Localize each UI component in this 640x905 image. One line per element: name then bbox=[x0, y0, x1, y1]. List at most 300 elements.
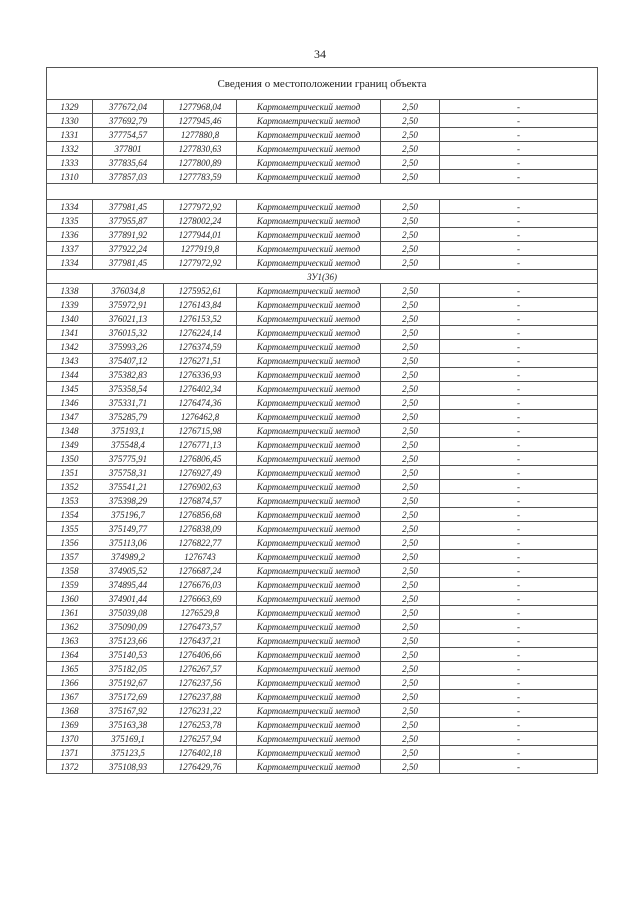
description: - bbox=[440, 438, 598, 452]
point-number: 1358 bbox=[47, 564, 93, 578]
determination-method: Картометрический метод bbox=[237, 452, 381, 466]
description: - bbox=[440, 424, 598, 438]
description: - bbox=[440, 718, 598, 732]
table-row bbox=[47, 284, 598, 298]
accuracy-value: 2,50 bbox=[381, 592, 440, 606]
accuracy-value: 2,50 bbox=[381, 452, 440, 466]
determination-method: Картометрический метод bbox=[237, 156, 381, 170]
table-title: Сведения о местоположении границ объекта bbox=[47, 68, 598, 100]
table-row bbox=[47, 662, 598, 676]
y-coordinate: 1277800,89 bbox=[164, 156, 237, 170]
description: - bbox=[440, 620, 598, 634]
table-row bbox=[47, 620, 598, 634]
x-coordinate: 375149,77 bbox=[93, 522, 164, 536]
point-number: 1354 bbox=[47, 508, 93, 522]
y-coordinate: 1277783,59 bbox=[164, 170, 237, 184]
table-row bbox=[47, 466, 598, 480]
table-row bbox=[47, 396, 598, 410]
point-number: 1334 bbox=[47, 200, 93, 214]
determination-method: Картометрический метод bbox=[237, 592, 381, 606]
determination-method: Картометрический метод bbox=[237, 298, 381, 312]
determination-method: Картометрический метод bbox=[237, 676, 381, 690]
point-number: 1333 bbox=[47, 156, 93, 170]
x-coordinate: 377801 bbox=[93, 142, 164, 156]
description: - bbox=[440, 142, 598, 156]
x-coordinate: 375358,54 bbox=[93, 382, 164, 396]
determination-method: Картометрический метод bbox=[237, 214, 381, 228]
description: - bbox=[440, 114, 598, 128]
table-row bbox=[47, 578, 598, 592]
table-row bbox=[47, 732, 598, 746]
accuracy-value: 2,50 bbox=[381, 424, 440, 438]
point-number: 1366 bbox=[47, 676, 93, 690]
y-coordinate: 1276237,56 bbox=[164, 676, 237, 690]
x-coordinate: 377981,45 bbox=[93, 200, 164, 214]
point-number: 1341 bbox=[47, 326, 93, 340]
point-number: 1342 bbox=[47, 340, 93, 354]
description: - bbox=[440, 732, 598, 746]
accuracy-value: 2,50 bbox=[381, 256, 440, 270]
x-coordinate: 377692,79 bbox=[93, 114, 164, 128]
description: - bbox=[440, 592, 598, 606]
x-coordinate: 375972,91 bbox=[93, 298, 164, 312]
y-coordinate: 1276429,76 bbox=[164, 760, 237, 774]
table-row bbox=[47, 522, 598, 536]
x-coordinate: 377857,03 bbox=[93, 170, 164, 184]
description: - bbox=[440, 410, 598, 424]
determination-method: Картометрический метод bbox=[237, 114, 381, 128]
description: - bbox=[440, 564, 598, 578]
determination-method: Картометрический метод bbox=[237, 410, 381, 424]
description: - bbox=[440, 536, 598, 550]
point-number: 1355 bbox=[47, 522, 93, 536]
table-body bbox=[47, 68, 598, 774]
y-coordinate: 1276743 bbox=[164, 550, 237, 564]
table-row bbox=[47, 760, 598, 774]
accuracy-value: 2,50 bbox=[381, 704, 440, 718]
x-coordinate: 376015,32 bbox=[93, 326, 164, 340]
y-coordinate: 1276253,78 bbox=[164, 718, 237, 732]
determination-method: Картометрический метод bbox=[237, 284, 381, 298]
determination-method: Картометрический метод bbox=[237, 340, 381, 354]
y-coordinate: 1276374,59 bbox=[164, 340, 237, 354]
accuracy-value: 2,50 bbox=[381, 550, 440, 564]
y-coordinate: 1276402,18 bbox=[164, 746, 237, 760]
table-row bbox=[47, 200, 598, 214]
description: - bbox=[440, 214, 598, 228]
table-row bbox=[47, 114, 598, 128]
table-row bbox=[47, 536, 598, 550]
description: - bbox=[440, 156, 598, 170]
description: - bbox=[440, 522, 598, 536]
x-coordinate: 375108,93 bbox=[93, 760, 164, 774]
x-coordinate: 375113,06 bbox=[93, 536, 164, 550]
x-coordinate: 375331,71 bbox=[93, 396, 164, 410]
point-number: 1310 bbox=[47, 170, 93, 184]
description: - bbox=[440, 550, 598, 564]
accuracy-value: 2,50 bbox=[381, 634, 440, 648]
x-coordinate: 376034,8 bbox=[93, 284, 164, 298]
y-coordinate: 1276676,03 bbox=[164, 578, 237, 592]
y-coordinate: 1276474,36 bbox=[164, 396, 237, 410]
point-number: 1348 bbox=[47, 424, 93, 438]
y-coordinate: 1277880,8 bbox=[164, 128, 237, 142]
accuracy-value: 2,50 bbox=[381, 760, 440, 774]
table-row bbox=[47, 368, 598, 382]
description: - bbox=[440, 606, 598, 620]
y-coordinate: 1276257,94 bbox=[164, 732, 237, 746]
table-row bbox=[47, 704, 598, 718]
accuracy-value: 2,50 bbox=[381, 494, 440, 508]
accuracy-value: 2,50 bbox=[381, 298, 440, 312]
determination-method: Картометрический метод bbox=[237, 142, 381, 156]
x-coordinate: 374901,44 bbox=[93, 592, 164, 606]
point-number: 1349 bbox=[47, 438, 93, 452]
table-row bbox=[47, 634, 598, 648]
accuracy-value: 2,50 bbox=[381, 284, 440, 298]
table-row bbox=[47, 424, 598, 438]
accuracy-value: 2,50 bbox=[381, 732, 440, 746]
boundary-coordinates-table bbox=[46, 67, 598, 774]
point-number: 1365 bbox=[47, 662, 93, 676]
accuracy-value: 2,50 bbox=[381, 480, 440, 494]
point-number: 1337 bbox=[47, 242, 93, 256]
table-row bbox=[47, 326, 598, 340]
accuracy-value: 2,50 bbox=[381, 114, 440, 128]
point-number: 1352 bbox=[47, 480, 93, 494]
x-coordinate: 375993,26 bbox=[93, 340, 164, 354]
determination-method: Картометрический метод bbox=[237, 746, 381, 760]
accuracy-value: 2,50 bbox=[381, 354, 440, 368]
point-number: 1345 bbox=[47, 382, 93, 396]
x-coordinate: 375090,09 bbox=[93, 620, 164, 634]
blank-separator-row bbox=[47, 184, 598, 200]
point-number: 1339 bbox=[47, 298, 93, 312]
point-number: 1359 bbox=[47, 578, 93, 592]
table-row bbox=[47, 508, 598, 522]
determination-method: Картометрический метод bbox=[237, 718, 381, 732]
point-number: 1350 bbox=[47, 452, 93, 466]
table-row bbox=[47, 228, 598, 242]
description: - bbox=[440, 746, 598, 760]
table-row bbox=[47, 340, 598, 354]
table-row bbox=[47, 690, 598, 704]
y-coordinate: 1277972,92 bbox=[164, 256, 237, 270]
x-coordinate: 375167,92 bbox=[93, 704, 164, 718]
determination-method: Картометрический метод bbox=[237, 564, 381, 578]
x-coordinate: 375758,31 bbox=[93, 466, 164, 480]
description: - bbox=[440, 368, 598, 382]
point-number: 1368 bbox=[47, 704, 93, 718]
description: - bbox=[440, 200, 598, 214]
table-row bbox=[47, 354, 598, 368]
point-number: 1335 bbox=[47, 214, 93, 228]
table-row bbox=[47, 592, 598, 606]
accuracy-value: 2,50 bbox=[381, 228, 440, 242]
table-row bbox=[47, 676, 598, 690]
point-number: 1356 bbox=[47, 536, 93, 550]
y-coordinate: 1275952,61 bbox=[164, 284, 237, 298]
table-row bbox=[47, 648, 598, 662]
x-coordinate: 377672,04 bbox=[93, 100, 164, 114]
description: - bbox=[440, 508, 598, 522]
accuracy-value: 2,50 bbox=[381, 214, 440, 228]
y-coordinate: 1276822,77 bbox=[164, 536, 237, 550]
x-coordinate: 374895,44 bbox=[93, 578, 164, 592]
y-coordinate: 1277945,46 bbox=[164, 114, 237, 128]
description: - bbox=[440, 228, 598, 242]
determination-method: Картометрический метод bbox=[237, 170, 381, 184]
accuracy-value: 2,50 bbox=[381, 156, 440, 170]
accuracy-value: 2,50 bbox=[381, 690, 440, 704]
description: - bbox=[440, 128, 598, 142]
point-number: 1338 bbox=[47, 284, 93, 298]
table-row bbox=[47, 100, 598, 114]
y-coordinate: 1277972,92 bbox=[164, 200, 237, 214]
description: - bbox=[440, 578, 598, 592]
y-coordinate: 1276529,8 bbox=[164, 606, 237, 620]
table-row bbox=[47, 156, 598, 170]
blank-cell bbox=[47, 184, 598, 200]
y-coordinate: 1276473,57 bbox=[164, 620, 237, 634]
y-coordinate: 1278002,24 bbox=[164, 214, 237, 228]
y-coordinate: 1276806,45 bbox=[164, 452, 237, 466]
page-number: 34 bbox=[314, 47, 326, 61]
y-coordinate: 1277944,01 bbox=[164, 228, 237, 242]
y-coordinate: 1276271,51 bbox=[164, 354, 237, 368]
accuracy-value: 2,50 bbox=[381, 620, 440, 634]
description: - bbox=[440, 284, 598, 298]
description: - bbox=[440, 396, 598, 410]
point-number: 1369 bbox=[47, 718, 93, 732]
accuracy-value: 2,50 bbox=[381, 100, 440, 114]
point-number: 1334 bbox=[47, 256, 93, 270]
description: - bbox=[440, 100, 598, 114]
description: - bbox=[440, 760, 598, 774]
x-coordinate: 375140,53 bbox=[93, 648, 164, 662]
determination-method: Картометрический метод bbox=[237, 634, 381, 648]
accuracy-value: 2,50 bbox=[381, 676, 440, 690]
accuracy-value: 2,50 bbox=[381, 242, 440, 256]
description: - bbox=[440, 242, 598, 256]
y-coordinate: 1276715,98 bbox=[164, 424, 237, 438]
determination-method: Картометрический метод bbox=[237, 578, 381, 592]
x-coordinate: 375541,21 bbox=[93, 480, 164, 494]
accuracy-value: 2,50 bbox=[381, 522, 440, 536]
y-coordinate: 1277919,8 bbox=[164, 242, 237, 256]
accuracy-value: 2,50 bbox=[381, 718, 440, 732]
table-row bbox=[47, 312, 598, 326]
determination-method: Картометрический метод bbox=[237, 326, 381, 340]
x-coordinate: 374905,52 bbox=[93, 564, 164, 578]
determination-method: Картометрический метод bbox=[237, 396, 381, 410]
point-number: 1361 bbox=[47, 606, 93, 620]
x-coordinate: 375382,83 bbox=[93, 368, 164, 382]
determination-method: Картометрический метод bbox=[237, 620, 381, 634]
accuracy-value: 2,50 bbox=[381, 578, 440, 592]
description: - bbox=[440, 382, 598, 396]
x-coordinate: 375548,4 bbox=[93, 438, 164, 452]
point-number: 1329 bbox=[47, 100, 93, 114]
point-number: 1340 bbox=[47, 312, 93, 326]
description: - bbox=[440, 170, 598, 184]
accuracy-value: 2,50 bbox=[381, 170, 440, 184]
y-coordinate: 1276462,8 bbox=[164, 410, 237, 424]
y-coordinate: 1276237,88 bbox=[164, 690, 237, 704]
determination-method: Картометрический метод bbox=[237, 128, 381, 142]
point-number: 1363 bbox=[47, 634, 93, 648]
table-row bbox=[47, 550, 598, 564]
table-row bbox=[47, 718, 598, 732]
table-row bbox=[47, 214, 598, 228]
table-row bbox=[47, 170, 598, 184]
x-coordinate: 375285,79 bbox=[93, 410, 164, 424]
y-coordinate: 1276927,49 bbox=[164, 466, 237, 480]
description: - bbox=[440, 634, 598, 648]
table-row bbox=[47, 242, 598, 256]
point-number: 1347 bbox=[47, 410, 93, 424]
table-row bbox=[47, 606, 598, 620]
determination-method: Картометрический метод bbox=[237, 704, 381, 718]
accuracy-value: 2,50 bbox=[381, 564, 440, 578]
determination-method: Картометрический метод bbox=[237, 100, 381, 114]
point-number: 1370 bbox=[47, 732, 93, 746]
accuracy-value: 2,50 bbox=[381, 662, 440, 676]
point-number: 1344 bbox=[47, 368, 93, 382]
description: - bbox=[440, 256, 598, 270]
determination-method: Картометрический метод bbox=[237, 508, 381, 522]
accuracy-value: 2,50 bbox=[381, 368, 440, 382]
determination-method: Картометрический метод bbox=[237, 732, 381, 746]
point-number: 1372 bbox=[47, 760, 93, 774]
determination-method: Картометрический метод bbox=[237, 480, 381, 494]
accuracy-value: 2,50 bbox=[381, 536, 440, 550]
table-row bbox=[47, 298, 598, 312]
description: - bbox=[440, 452, 598, 466]
determination-method: Картометрический метод bbox=[237, 536, 381, 550]
point-number: 1336 bbox=[47, 228, 93, 242]
point-number: 1362 bbox=[47, 620, 93, 634]
point-number: 1343 bbox=[47, 354, 93, 368]
table-row bbox=[47, 452, 598, 466]
determination-method: Картометрический метод bbox=[237, 368, 381, 382]
point-number: 1357 bbox=[47, 550, 93, 564]
y-coordinate: 1276856,68 bbox=[164, 508, 237, 522]
x-coordinate: 374989,2 bbox=[93, 550, 164, 564]
y-coordinate: 1276406,66 bbox=[164, 648, 237, 662]
point-number: 1332 bbox=[47, 142, 93, 156]
x-coordinate: 375182,05 bbox=[93, 662, 164, 676]
x-coordinate: 375123,5 bbox=[93, 746, 164, 760]
accuracy-value: 2,50 bbox=[381, 606, 440, 620]
x-coordinate: 376021,13 bbox=[93, 312, 164, 326]
determination-method: Картометрический метод bbox=[237, 354, 381, 368]
x-coordinate: 377754,57 bbox=[93, 128, 164, 142]
x-coordinate: 377981,45 bbox=[93, 256, 164, 270]
y-coordinate: 1276153,52 bbox=[164, 312, 237, 326]
description: - bbox=[440, 312, 598, 326]
determination-method: Картометрический метод bbox=[237, 382, 381, 396]
table-row bbox=[47, 480, 598, 494]
x-coordinate: 375193,1 bbox=[93, 424, 164, 438]
point-number: 1353 bbox=[47, 494, 93, 508]
y-coordinate: 1276267,57 bbox=[164, 662, 237, 676]
determination-method: Картометрический метод bbox=[237, 312, 381, 326]
x-coordinate: 377835,64 bbox=[93, 156, 164, 170]
accuracy-value: 2,50 bbox=[381, 142, 440, 156]
y-coordinate: 1276336,93 bbox=[164, 368, 237, 382]
point-number: 1331 bbox=[47, 128, 93, 142]
accuracy-value: 2,50 bbox=[381, 396, 440, 410]
x-coordinate: 375407,12 bbox=[93, 354, 164, 368]
description: - bbox=[440, 648, 598, 662]
point-number: 1346 bbox=[47, 396, 93, 410]
determination-method: Картометрический метод bbox=[237, 438, 381, 452]
table-row bbox=[47, 564, 598, 578]
y-coordinate: 1276143,84 bbox=[164, 298, 237, 312]
determination-method: Картометрический метод bbox=[237, 690, 381, 704]
determination-method: Картометрический метод bbox=[237, 522, 381, 536]
description: - bbox=[440, 662, 598, 676]
point-number: 1330 bbox=[47, 114, 93, 128]
table-title-row bbox=[47, 68, 598, 100]
y-coordinate: 1277830,63 bbox=[164, 142, 237, 156]
x-coordinate: 377955,87 bbox=[93, 214, 164, 228]
x-coordinate: 375775,91 bbox=[93, 452, 164, 466]
x-coordinate: 375169,1 bbox=[93, 732, 164, 746]
y-coordinate: 1276874,57 bbox=[164, 494, 237, 508]
determination-method: Картометрический метод bbox=[237, 228, 381, 242]
accuracy-value: 2,50 bbox=[381, 340, 440, 354]
description: - bbox=[440, 326, 598, 340]
description: - bbox=[440, 340, 598, 354]
accuracy-value: 2,50 bbox=[381, 648, 440, 662]
table-row bbox=[47, 142, 598, 156]
table-row bbox=[47, 128, 598, 142]
description: - bbox=[440, 494, 598, 508]
accuracy-value: 2,50 bbox=[381, 382, 440, 396]
y-coordinate: 1276437,21 bbox=[164, 634, 237, 648]
x-coordinate: 375163,38 bbox=[93, 718, 164, 732]
description: - bbox=[440, 690, 598, 704]
x-coordinate: 377891,92 bbox=[93, 228, 164, 242]
y-coordinate: 1276663,69 bbox=[164, 592, 237, 606]
y-coordinate: 1276838,09 bbox=[164, 522, 237, 536]
y-coordinate: 1276902,63 bbox=[164, 480, 237, 494]
determination-method: Картометрический метод bbox=[237, 466, 381, 480]
description: - bbox=[440, 298, 598, 312]
accuracy-value: 2,50 bbox=[381, 438, 440, 452]
determination-method: Картометрический метод bbox=[237, 494, 381, 508]
x-coordinate: 375039,08 bbox=[93, 606, 164, 620]
determination-method: Картометрический метод bbox=[237, 760, 381, 774]
description: - bbox=[440, 480, 598, 494]
determination-method: Картометрический метод bbox=[237, 256, 381, 270]
accuracy-value: 2,50 bbox=[381, 128, 440, 142]
determination-method: Картометрический метод bbox=[237, 550, 381, 564]
y-coordinate: 1276224,14 bbox=[164, 326, 237, 340]
table-row bbox=[47, 494, 598, 508]
x-coordinate: 375196,7 bbox=[93, 508, 164, 522]
table-row bbox=[47, 438, 598, 452]
point-number: 1367 bbox=[47, 690, 93, 704]
y-coordinate: 1276771,13 bbox=[164, 438, 237, 452]
description: - bbox=[440, 466, 598, 480]
table-row bbox=[47, 746, 598, 760]
section-label: ЗУ1(36) bbox=[47, 270, 598, 284]
accuracy-value: 2,50 bbox=[381, 312, 440, 326]
accuracy-value: 2,50 bbox=[381, 410, 440, 424]
